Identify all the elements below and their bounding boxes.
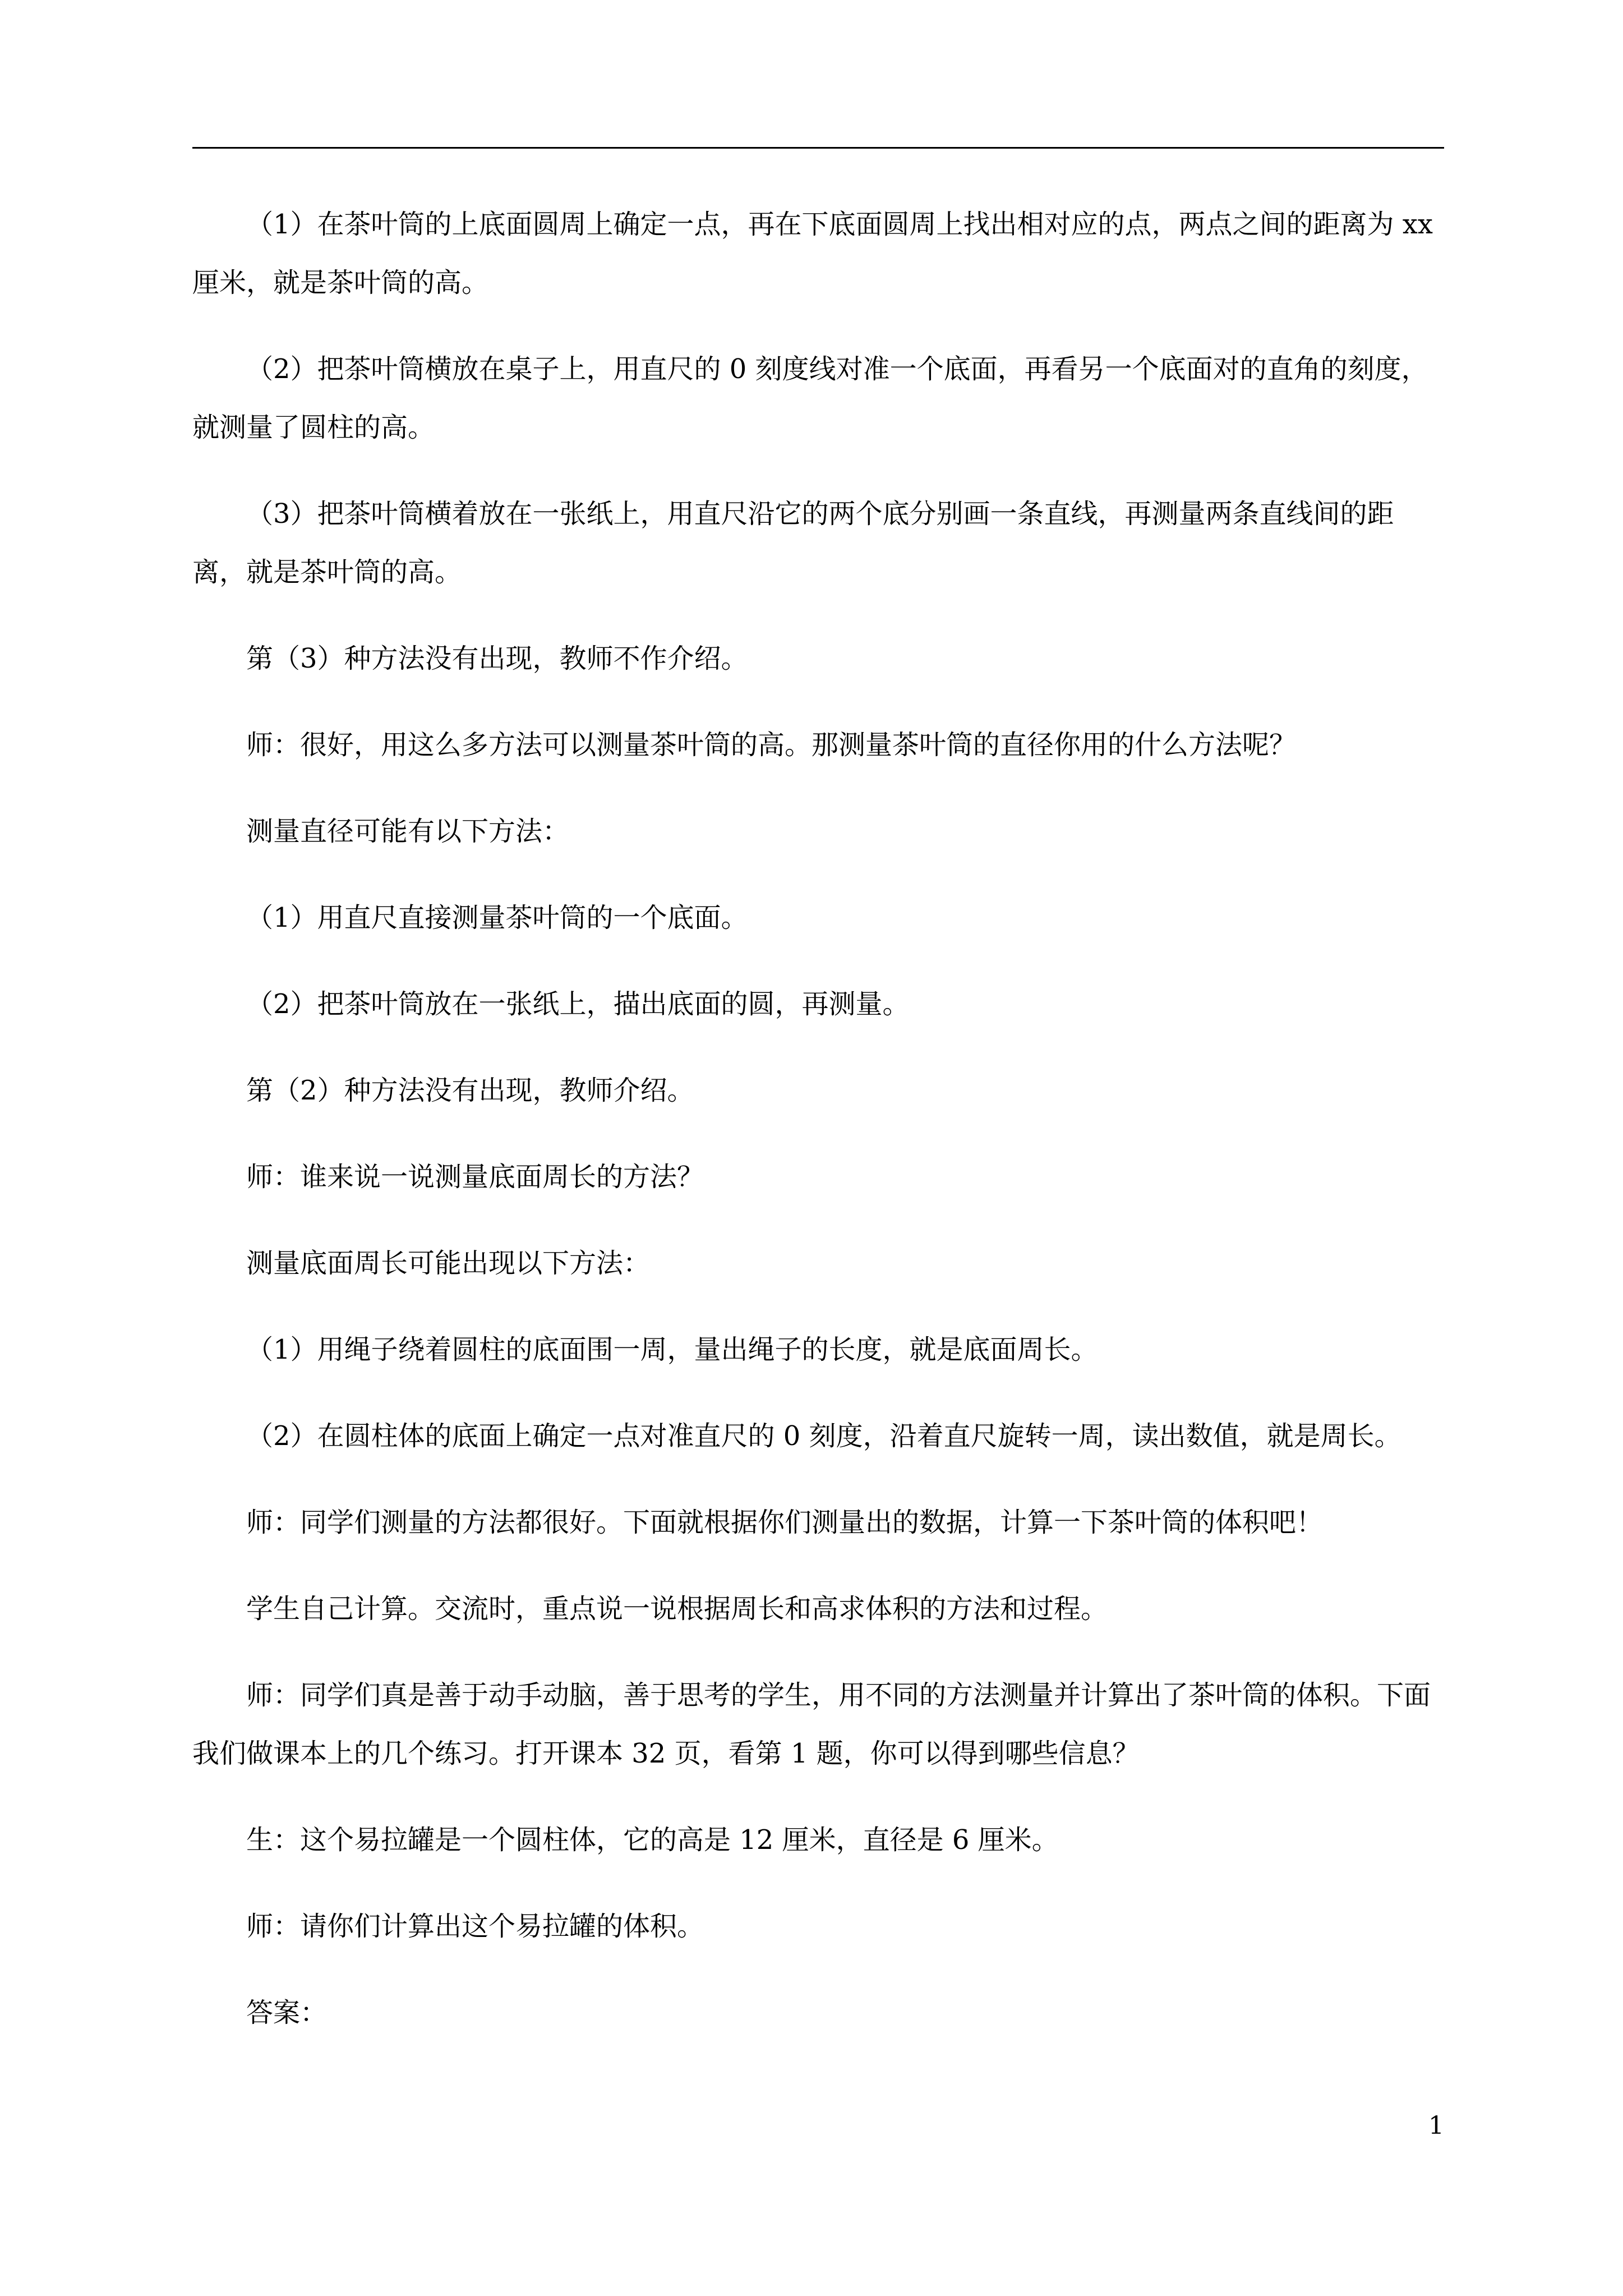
paragraph-teacher-volume-prompt: 师：同学们测量的方法都很好。下面就根据你们测量出的数据，计算一下茶叶筒的体积吧！ [246, 1507, 1324, 1538]
header-rule [192, 147, 1444, 149]
paragraph-answer-label: 答案： [246, 1997, 328, 2028]
paragraph-teacher-circumference-question: 师：谁来说一说测量底面周长的方法？ [246, 1161, 704, 1193]
paragraph-teacher-diameter-question: 师：很好，用这么多方法可以测量茶叶筒的高。那测量茶叶筒的直径你用的什么方法呢？ [246, 729, 1297, 761]
paragraph-diameter-method-2: （2）把茶叶筒放在一张纸上，描出底面的圆，再测量。 [246, 988, 910, 1020]
paragraph-height-method-1: （1）在茶叶筒的上底面圆周上确定一点，再在下底面圆周上找出相对应的点，两点之间的距离为 xx 厘米，就是茶叶筒的高。 [192, 209, 1433, 298]
paragraph-teacher-can-volume: 师：请你们计算出这个易拉罐的体积。 [246, 1911, 704, 1942]
paragraph-circumference-methods-intro: 测量底面周长可能出现以下方法： [246, 1248, 651, 1279]
page-number: 1 [1428, 2111, 1444, 2140]
paragraph-diameter-method-1: （1）用直尺直接测量茶叶筒的一个底面。 [246, 902, 748, 933]
paragraph-height-method-3: （3）把茶叶筒横着放在一张纸上，用直尺沿它的两个底分别画一条直线，再测量两条直线间的距离，就是茶叶筒的高。 [192, 498, 1394, 588]
paragraph-height-method-2: （2）把茶叶筒横放在桌子上，用直尺的 0 刻度线对准一个底面，再看另一个底面对的直角的刻度，就测量了圆柱的高。 [192, 353, 1428, 443]
paragraph-diameter-methods-intro: 测量直径可能有以下方法： [246, 816, 570, 847]
paragraph-teacher-textbook-exercise: 师：同学们真是善于动手动脑，善于思考的学生，用不同的方法测量并计算出了茶叶筒的体积。下面我们做课本上的几个练习。打开课本 32 页，看第 1 题，你可以得到哪些信息？ [192, 1680, 1431, 1769]
paragraph-circumference-method-1: （1）用绳子绕着圆柱的底面围一周，量出绳子的长度，就是底面周长。 [246, 1334, 1098, 1365]
paragraph-circumference-method-2: （2）在圆柱体的底面上确定一点对准直尺的 0 刻度，沿着直尺旋转一周，读出数值，就是周长。 [246, 1420, 1401, 1452]
paragraph-method-3-note: 第（3）种方法没有出现，教师不作介绍。 [246, 643, 748, 674]
paragraph-method-2-note: 第（2）种方法没有出现，教师介绍。 [246, 1075, 694, 1106]
paragraph-student-calculation: 学生自己计算。交流时，重点说一说根据周长和高求体积的方法和过程。 [246, 1593, 1108, 1625]
paragraph-student-can-info: 生：这个易拉罐是一个圆柱体，它的高是 12 厘米，直径是 6 厘米。 [246, 1824, 1059, 1856]
document-body [192, 195, 1444, 2070]
